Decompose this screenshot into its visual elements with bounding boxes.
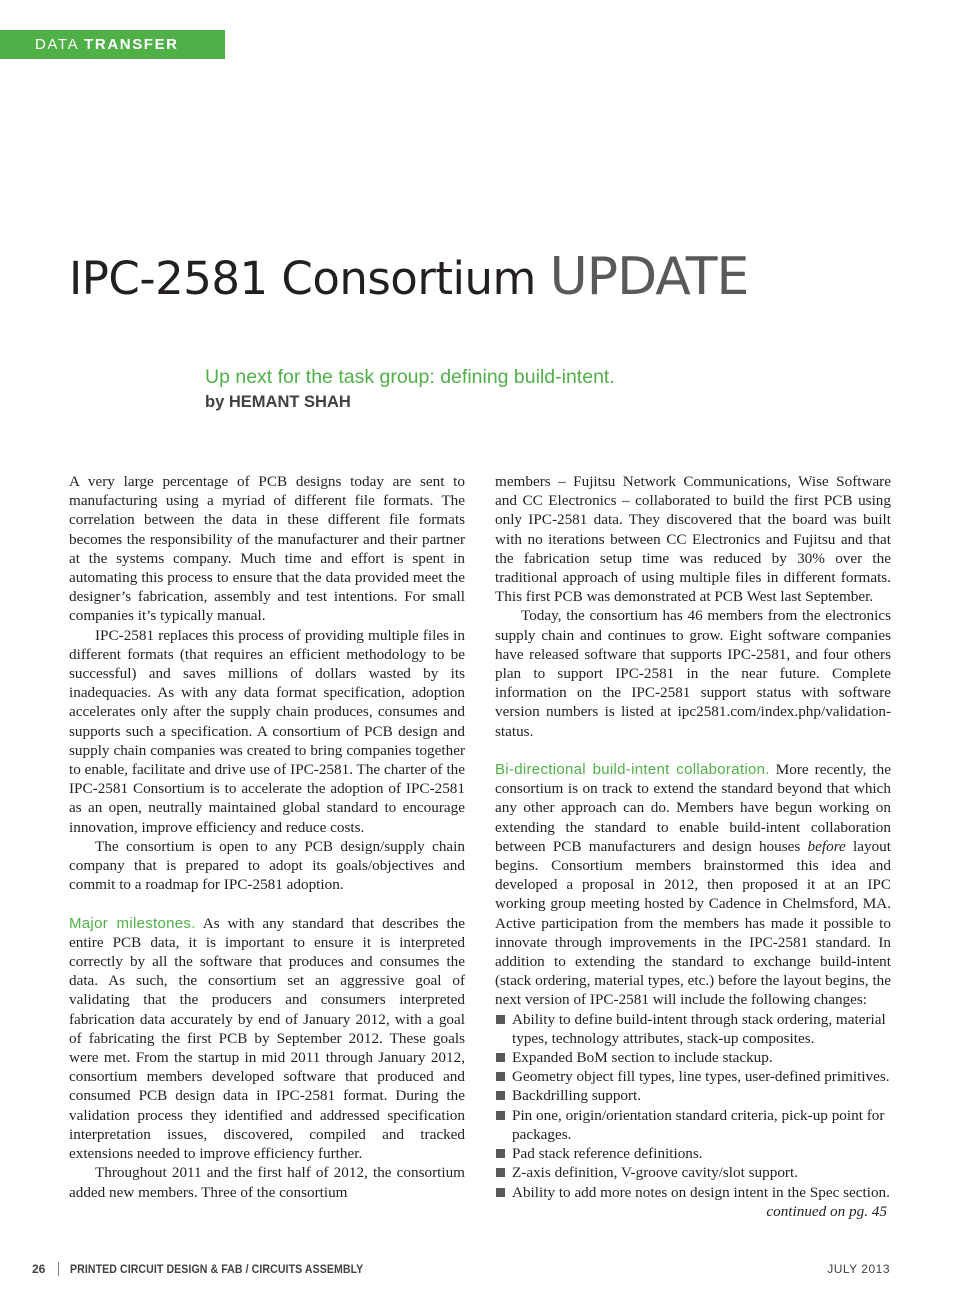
section-tag: [0, 30, 225, 59]
bidirectional-emphasis: before: [807, 837, 846, 855]
list-item: Ability to define build-intent through stack ordering, material types, technology attributes, stack-up composites.: [495, 1010, 891, 1048]
changes-list: [495, 1010, 891, 1202]
byline: [205, 393, 351, 412]
section-tag-bold: TRANSFER: [84, 36, 179, 53]
bidirectional-paragraph: [495, 760, 891, 1010]
list-item: Pad stack reference definitions.: [495, 1144, 891, 1163]
bidirectional-text-b: layout begins. Consortium members brainstormed this idea and developed a proposal in 2012, then proposed it at an IPC working group meeting hosted by Cadence in Chelmsford, MA. Active participation from the members has made it possible to innovate through improvements in the IPC-2581 standard. In addition to extending the standard to exchange build-intent (stack ordering, material types, etc.) before the layout begins, the next version of IPC-2581 will include the following changes:: [495, 837, 891, 1009]
list-item: Ability to add more notes on design intent in the Spec section.: [495, 1183, 891, 1202]
bullet-square-icon: [496, 1015, 505, 1024]
issue-date: JULY 2013: [827, 1262, 890, 1276]
list-item: Backdrilling support.: [495, 1086, 891, 1105]
major-milestones-text: As with any standard that describes the entire PCB data, it is important to ensure it is interpreted correctly by all the software that produces and consumes the data. As such, the consortium set an aggressive goal of validating that the producers and consumers interpreted fabrication data accurately by end of January 2012, with a goal of fabricating the first PCB by September 2012. These goals were met. From the startup in mid 2011 through January 2012, consortium members developed software that produced and consumed PCB design data in IPC-2581 format. During the validation process they identified and addressed specification interpretation issues, discovered, compiled and tracked extensions needed to improve efficiency further.: [69, 914, 466, 1163]
left-paragraph-5: Throughout 2011 and the first half of 2012, the consortium added new members. Three of the consortium: [69, 1164, 465, 1201]
major-milestones-paragraph: [69, 914, 465, 1164]
right-paragraph-2: Today, the consortium has 46 members from the electronics supply chain and continues to grow. Eight software companies have released software that supports IPC-2581, and four others plan to support IPC-2581 in the near future. Complete information on the IPC-2581 support status with software version numbers is listed at ipc2581.com/index.php/validation-status.: [495, 607, 891, 740]
list-item: Pin one, origin/orientation standard criteria, pick-up point for packages.: [495, 1106, 891, 1144]
list-item: Expanded BoM section to include stackup.: [495, 1048, 891, 1067]
article-title-main: IPC-2581 Consortium: [69, 252, 536, 305]
bullet-square-icon: [496, 1053, 505, 1062]
bullet-square-icon: [496, 1168, 505, 1177]
list-item: Z-axis definition, V-groove cavity/slot support.: [495, 1163, 891, 1182]
left-column: [69, 472, 465, 1202]
bullet-square-icon: [496, 1072, 505, 1081]
bidirectional-text-a: More recently, the consortium is on track to extend the standard beyond that which any other approach can do. Members have begun working on extending the standard to enable build-intent collaboration between PCB manufacturers and design houses: [495, 761, 891, 855]
section-tag-light: DATA: [35, 36, 79, 53]
major-milestones-heading: Major milestones.: [69, 914, 196, 932]
article-subtitle: Up next for the task group: defining build-intent.: [205, 366, 615, 388]
article-title-accent: UPDATE: [549, 247, 749, 307]
bidirectional-heading: Bi-directional build-intent collaboration.: [495, 761, 770, 779]
list-item: Geometry object fill types, line types, user-defined primitives.: [495, 1067, 891, 1086]
bullet-square-icon: [496, 1149, 505, 1158]
publication-name: PRINTED CIRCUIT DESIGN & FAB / CIRCUITS ASSEMBLY: [70, 1262, 364, 1276]
bullet-square-icon: [496, 1111, 505, 1120]
footer-divider: [58, 1262, 59, 1276]
byline-prefix: by: [205, 393, 225, 411]
left-paragraph-1: A very large percentage of PCB designs today are sent to manufacturing using a myriad of different file formats. The correlation between the data in these different file formats becomes the responsibility of the manufacturer and their partner at the systems company. Much time and effort is spent in automating this process to ensure that the data provided meet the designer’s fabrication, assembly and test intentions. For small companies it’s typically manual.: [69, 473, 465, 625]
bullet-square-icon: [496, 1091, 505, 1100]
continued-note: continued on pg. 45: [766, 1202, 887, 1220]
page-number: 26: [32, 1262, 46, 1276]
byline-author: HEMANT SHAH: [228, 393, 351, 411]
left-paragraph-2: IPC-2581 replaces this process of providing multiple files in different formats (that requires an efficient methodology to be successful) and saves millions of dollars wasted by its inadequacies. As with any data format specification, adoption accelerates only after the supply chain produces, consumes and supports such a specification. A consortium of PCB design and supply chain companies was created to bring companies together to enable, facilitate and drive use of IPC-2581. The charter of the IPC-2581 Consortium is to accelerate the adoption of IPC-2581 as an open, neutrally maintained global standard to encourage innovation, improve efficiency and reduce costs.: [69, 626, 465, 836]
right-column: [495, 472, 891, 1221]
article-title: [69, 247, 748, 307]
right-paragraph-1: members – Fujitsu Network Communications, Wise Software and CC Electronics – collaborated to build the first PCB using only IPC-2581 data. They discovered that the board was built with no iterations between CC Electronics and Fujitsu and that the fabrication setup time was reduced by 30% over the traditional approach of using multiple files in different formats. This first PCB was demonstrated at PCB West last September.: [495, 473, 891, 606]
bullet-square-icon: [496, 1188, 505, 1197]
left-paragraph-3: The consortium is open to any PCB design/supply chain company that is prepared to adopt its goals/objectives and commit to a roadmap for IPC-2581 adoption.: [69, 837, 465, 894]
